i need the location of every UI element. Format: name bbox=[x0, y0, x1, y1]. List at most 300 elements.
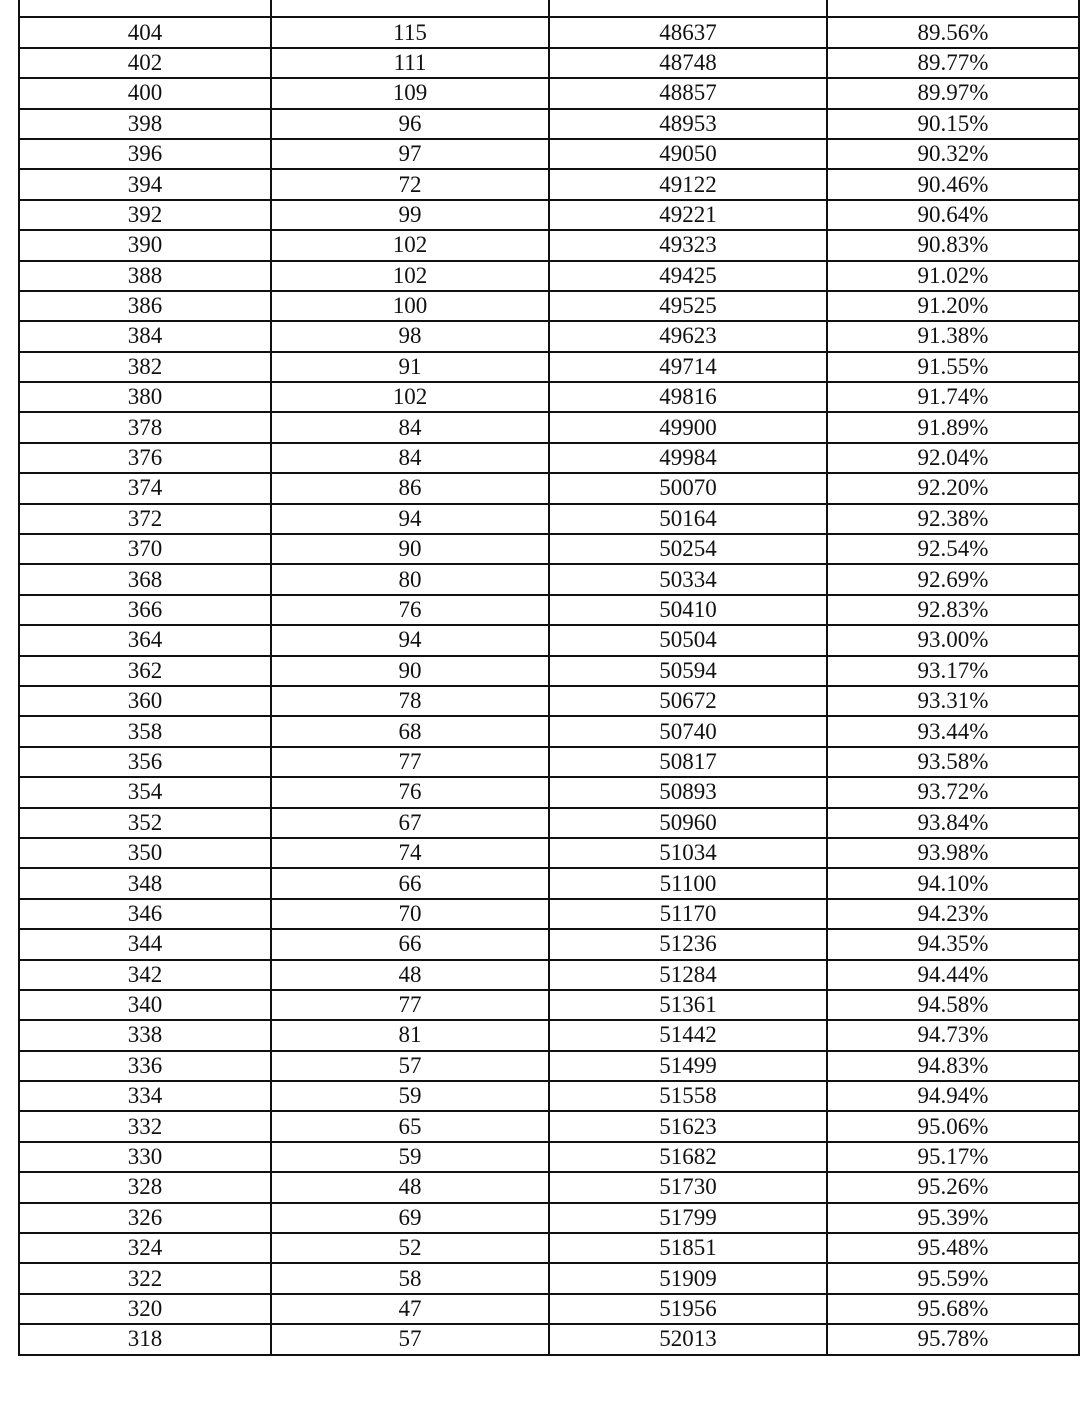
table-row bbox=[19, 1142, 1079, 1172]
table-row bbox=[19, 473, 1079, 503]
cell-text: 93.44% bbox=[917, 718, 989, 744]
cell-text: 66 bbox=[398, 931, 422, 957]
cumulative-count-cell bbox=[549, 139, 827, 169]
count-cell bbox=[271, 564, 549, 594]
cumulative-count-cell bbox=[549, 686, 827, 716]
cell-text: 360 bbox=[127, 688, 163, 714]
cell-text: 91.55% bbox=[917, 353, 989, 379]
cell-text: 89.77% bbox=[917, 49, 989, 75]
cumulative-percent-cell bbox=[827, 1263, 1079, 1293]
count-cell bbox=[271, 109, 549, 139]
count-cell bbox=[271, 504, 549, 534]
cell-text: 342 bbox=[127, 961, 163, 987]
score-cell bbox=[19, 716, 271, 746]
cumulative-percent-cell bbox=[827, 564, 1079, 594]
cell-text: 50893 bbox=[659, 779, 717, 805]
cell-text: 382 bbox=[127, 353, 163, 379]
cumulative-percent-cell bbox=[827, 412, 1079, 442]
cell-text: 348 bbox=[127, 870, 163, 896]
table-row bbox=[19, 1233, 1079, 1263]
table-row bbox=[19, 443, 1079, 473]
cell-text: 50594 bbox=[659, 657, 717, 683]
table-row bbox=[19, 716, 1079, 746]
cumulative-count-cell bbox=[549, 109, 827, 139]
cell-text: 340 bbox=[127, 992, 163, 1018]
cell-text: 402 bbox=[127, 49, 163, 75]
cell-text: 50070 bbox=[659, 475, 717, 501]
cell-text: 99 bbox=[398, 201, 422, 227]
cumulative-count-cell bbox=[549, 412, 827, 442]
cumulative-count-cell bbox=[549, 169, 827, 199]
cell-text: 332 bbox=[127, 1113, 163, 1139]
cell-text: 49122 bbox=[659, 171, 717, 197]
cumulative-count-cell bbox=[549, 1020, 827, 1050]
count-cell bbox=[271, 686, 549, 716]
score-cell bbox=[19, 686, 271, 716]
cell-text: 380 bbox=[127, 384, 163, 410]
cell-text: 95.59% bbox=[917, 1265, 989, 1291]
cell-text: 50740 bbox=[659, 718, 717, 744]
count-cell bbox=[271, 777, 549, 807]
score-cell bbox=[19, 929, 271, 959]
cell-text: 92.38% bbox=[917, 505, 989, 531]
cumulative-percent-cell bbox=[827, 504, 1079, 534]
cumulative-percent-cell bbox=[827, 1233, 1079, 1263]
table-row bbox=[19, 808, 1079, 838]
count-cell bbox=[271, 139, 549, 169]
cell-text: 326 bbox=[127, 1204, 163, 1230]
cell-text: 318 bbox=[127, 1326, 163, 1352]
cumulative-count-cell bbox=[549, 716, 827, 746]
count-cell bbox=[271, 716, 549, 746]
score-cell bbox=[19, 291, 271, 321]
cumulative-percent-cell bbox=[827, 899, 1079, 929]
cell-text: 97 bbox=[398, 141, 422, 167]
cell-text: 76 bbox=[398, 779, 422, 805]
cell-text: 94.94% bbox=[917, 1083, 989, 1109]
cell-text: 364 bbox=[127, 627, 163, 653]
cell-text: 48748 bbox=[659, 49, 717, 75]
cell-text: 330 bbox=[127, 1144, 163, 1170]
count-cell bbox=[271, 960, 549, 990]
cell-text: 52013 bbox=[659, 1326, 717, 1352]
score-cell bbox=[19, 139, 271, 169]
table-row bbox=[19, 1263, 1079, 1293]
cumulative-percent-cell bbox=[827, 1111, 1079, 1141]
cell-text: 57 bbox=[398, 1326, 422, 1352]
table-row bbox=[19, 17, 1079, 47]
count-cell bbox=[271, 1324, 549, 1354]
cumulative-percent-cell bbox=[827, 1172, 1079, 1202]
cell-text: 66 bbox=[398, 870, 422, 896]
cell-text: 344 bbox=[127, 931, 163, 957]
score-cell bbox=[19, 656, 271, 686]
table-row bbox=[19, 169, 1079, 199]
score-cell bbox=[19, 48, 271, 78]
cell-text: 50960 bbox=[659, 809, 717, 835]
cumulative-count-cell bbox=[549, 1081, 827, 1111]
cumulative-percent-cell bbox=[827, 0, 1079, 17]
table-row bbox=[19, 1020, 1079, 1050]
count-cell bbox=[271, 1294, 549, 1324]
cell-text: 51799 bbox=[659, 1204, 717, 1230]
score-cell bbox=[19, 382, 271, 412]
score-cell bbox=[19, 808, 271, 838]
cumulative-count-cell bbox=[549, 382, 827, 412]
cell-text: 50334 bbox=[659, 566, 717, 592]
score-cell bbox=[19, 564, 271, 594]
cumulative-percent-cell bbox=[827, 352, 1079, 382]
cell-text: 49714 bbox=[659, 353, 717, 379]
count-cell bbox=[271, 78, 549, 108]
score-cell bbox=[19, 1051, 271, 1081]
cumulative-percent-cell bbox=[827, 716, 1079, 746]
cell-text: 366 bbox=[127, 597, 163, 622]
cumulative-count-cell bbox=[549, 1324, 827, 1354]
table-row bbox=[19, 1172, 1079, 1202]
cumulative-percent-cell bbox=[827, 109, 1079, 139]
score-cell bbox=[19, 899, 271, 929]
cell-text: 70 bbox=[398, 900, 422, 926]
cumulative-percent-cell bbox=[827, 1294, 1079, 1324]
cumulative-percent-cell bbox=[827, 777, 1079, 807]
cumulative-count-cell bbox=[549, 1233, 827, 1263]
cell-text: 386 bbox=[127, 293, 163, 319]
score-cell bbox=[19, 1111, 271, 1141]
cell-text: 102 bbox=[392, 232, 428, 258]
cell-text: 51236 bbox=[659, 931, 717, 957]
cumulative-count-cell bbox=[549, 291, 827, 321]
cumulative-count-cell bbox=[549, 504, 827, 534]
count-cell bbox=[271, 1172, 549, 1202]
cell-text: 352 bbox=[127, 809, 163, 835]
count-cell bbox=[271, 1233, 549, 1263]
cell-text: 372 bbox=[127, 505, 163, 531]
cumulative-count-cell bbox=[549, 656, 827, 686]
table-row bbox=[19, 139, 1079, 169]
cell-text: 51170 bbox=[659, 900, 717, 926]
cell-text: 51730 bbox=[659, 1174, 717, 1200]
cumulative-percent-cell bbox=[827, 1324, 1079, 1354]
table-row bbox=[19, 990, 1079, 1020]
table-body bbox=[19, 0, 1079, 1355]
score-cell bbox=[19, 1324, 271, 1354]
cell-text: 378 bbox=[127, 414, 163, 440]
cell-text: 48 bbox=[398, 961, 422, 987]
cell-text: 76 bbox=[398, 597, 422, 622]
cell-text: 102 bbox=[392, 262, 428, 288]
table-row bbox=[19, 78, 1079, 108]
count-cell bbox=[271, 899, 549, 929]
cumulative-count-cell bbox=[549, 838, 827, 868]
cell-text: 51361 bbox=[659, 992, 717, 1018]
score-cell bbox=[19, 1203, 271, 1233]
cell-text: 102 bbox=[392, 384, 428, 410]
cell-text: 358 bbox=[127, 718, 163, 744]
cell-text: 49816 bbox=[659, 384, 717, 410]
score-cell bbox=[19, 352, 271, 382]
cumulative-percent-cell bbox=[827, 48, 1079, 78]
score-table-container bbox=[18, 0, 1078, 1356]
table-row bbox=[19, 777, 1079, 807]
cell-text: 95.68% bbox=[917, 1295, 989, 1321]
cell-text: 94 bbox=[398, 505, 422, 531]
cumulative-count-cell bbox=[549, 808, 827, 838]
cell-text: 58 bbox=[398, 1265, 422, 1291]
score-cell bbox=[19, 109, 271, 139]
cell-text: 90.15% bbox=[917, 110, 989, 136]
cell-text: 51851 bbox=[659, 1235, 717, 1261]
score-cell bbox=[19, 169, 271, 199]
cell-text: 111 bbox=[393, 49, 427, 75]
cell-text: 92.69% bbox=[917, 566, 989, 592]
score-cell bbox=[19, 1020, 271, 1050]
cumulative-count-cell bbox=[549, 200, 827, 230]
cell-text: 50817 bbox=[659, 748, 717, 774]
cell-text: 51956 bbox=[659, 1295, 717, 1321]
cell-text: 115 bbox=[393, 19, 427, 45]
cumulative-count-cell bbox=[549, 17, 827, 47]
count-cell bbox=[271, 1142, 549, 1172]
count-cell bbox=[271, 656, 549, 686]
cell-text: 74 bbox=[398, 840, 422, 866]
cumulative-count-cell bbox=[549, 868, 827, 898]
cell-text: 49984 bbox=[659, 445, 717, 471]
cell-text: 95.39% bbox=[917, 1204, 989, 1230]
score-cell bbox=[19, 473, 271, 503]
cell-text: 90.46% bbox=[917, 171, 989, 197]
cell-text: 93.98% bbox=[917, 840, 989, 866]
count-cell bbox=[271, 473, 549, 503]
cell-text: 354 bbox=[127, 779, 163, 805]
cell-text: 388 bbox=[127, 262, 163, 288]
cell-text: 390 bbox=[127, 232, 163, 258]
cumulative-percent-cell bbox=[827, 169, 1079, 199]
score-cell bbox=[19, 990, 271, 1020]
table-row bbox=[19, 48, 1079, 78]
cell-text: 91.38% bbox=[917, 323, 989, 349]
count-cell bbox=[271, 929, 549, 959]
table-row bbox=[19, 1324, 1079, 1354]
cell-text: 92.04% bbox=[917, 445, 989, 471]
cell-text: 77 bbox=[398, 748, 422, 774]
cumulative-percent-cell bbox=[827, 990, 1079, 1020]
cumulative-percent-cell bbox=[827, 261, 1079, 291]
cell-text: 394 bbox=[127, 171, 163, 197]
cumulative-count-cell bbox=[549, 625, 827, 655]
cell-text: 400 bbox=[127, 80, 163, 106]
cell-text: 398 bbox=[127, 110, 163, 136]
table-row bbox=[19, 382, 1079, 412]
cell-text: 322 bbox=[127, 1265, 163, 1291]
cell-text: 93.00% bbox=[917, 627, 989, 653]
cell-text: 392 bbox=[127, 201, 163, 227]
cell-text: 81 bbox=[398, 1022, 422, 1048]
table-row bbox=[19, 291, 1079, 321]
cell-text: 49050 bbox=[659, 141, 717, 167]
cell-text: 51100 bbox=[659, 870, 717, 896]
cell-text: 91.20% bbox=[917, 293, 989, 319]
cell-text: 334 bbox=[127, 1083, 163, 1109]
cell-text: 48953 bbox=[659, 110, 717, 136]
score-cell bbox=[19, 443, 271, 473]
score-cell bbox=[19, 777, 271, 807]
table-row bbox=[19, 1081, 1079, 1111]
cell-text: 84 bbox=[398, 445, 422, 471]
cell-text: 50504 bbox=[659, 627, 717, 653]
cell-text: 51909 bbox=[659, 1265, 717, 1291]
cell-text: 69 bbox=[398, 1204, 422, 1230]
cell-text: 51034 bbox=[659, 840, 717, 866]
score-cell bbox=[19, 0, 271, 17]
table-row bbox=[19, 1294, 1079, 1324]
cumulative-percent-cell bbox=[827, 625, 1079, 655]
table-row bbox=[19, 534, 1079, 564]
cell-text: 95.17% bbox=[917, 1144, 989, 1170]
cumulative-percent-cell bbox=[827, 17, 1079, 47]
score-cell bbox=[19, 868, 271, 898]
cell-text: 100 bbox=[392, 293, 428, 319]
cell-text: 91.74% bbox=[917, 384, 989, 410]
table-row bbox=[19, 230, 1079, 260]
score-cell bbox=[19, 321, 271, 351]
cumulative-percent-cell bbox=[827, 747, 1079, 777]
cell-text: 92.83% bbox=[917, 597, 989, 622]
cell-text: 91.89% bbox=[917, 414, 989, 440]
cumulative-count-cell bbox=[549, 1263, 827, 1293]
cumulative-percent-cell bbox=[827, 686, 1079, 716]
score-cell bbox=[19, 1294, 271, 1324]
table-row bbox=[19, 1051, 1079, 1081]
cumulative-percent-cell bbox=[827, 1203, 1079, 1233]
score-cell bbox=[19, 625, 271, 655]
count-cell bbox=[271, 838, 549, 868]
count-cell bbox=[271, 1203, 549, 1233]
cell-text: 92.54% bbox=[917, 536, 989, 562]
cumulative-percent-cell bbox=[827, 838, 1079, 868]
count-cell bbox=[271, 17, 549, 47]
cell-text: 370 bbox=[127, 536, 163, 562]
score-cell bbox=[19, 230, 271, 260]
cell-text: 94.58% bbox=[917, 992, 989, 1018]
cumulative-percent-cell bbox=[827, 929, 1079, 959]
count-cell bbox=[271, 0, 549, 17]
cumulative-count-cell bbox=[549, 777, 827, 807]
count-cell bbox=[271, 48, 549, 78]
cell-text: 50164 bbox=[659, 505, 717, 531]
count-cell bbox=[271, 230, 549, 260]
score-cell bbox=[19, 1142, 271, 1172]
cell-text: 89.56% bbox=[917, 19, 989, 45]
count-cell bbox=[271, 200, 549, 230]
cell-text: 49323 bbox=[659, 232, 717, 258]
table-row bbox=[19, 960, 1079, 990]
count-cell bbox=[271, 382, 549, 412]
cell-text: 49425 bbox=[659, 262, 717, 288]
table-row bbox=[19, 1203, 1079, 1233]
table-row bbox=[19, 109, 1079, 139]
cell-text: 396 bbox=[127, 141, 163, 167]
table-row bbox=[19, 321, 1079, 351]
cumulative-percent-cell bbox=[827, 1020, 1079, 1050]
cumulative-count-cell bbox=[549, 261, 827, 291]
cell-text: 94.44% bbox=[917, 961, 989, 987]
cumulative-percent-cell bbox=[827, 230, 1079, 260]
cell-text: 72 bbox=[398, 171, 422, 197]
score-cell bbox=[19, 412, 271, 442]
table-row bbox=[19, 261, 1079, 291]
cell-text: 50254 bbox=[659, 536, 717, 562]
cumulative-percent-cell bbox=[827, 1142, 1079, 1172]
cell-text: 368 bbox=[127, 566, 163, 592]
count-cell bbox=[271, 169, 549, 199]
cell-text: 374 bbox=[127, 475, 163, 501]
table-row bbox=[19, 1111, 1079, 1141]
cell-text: 52 bbox=[398, 1235, 422, 1261]
cell-text: 90.64% bbox=[917, 201, 989, 227]
cell-text: 77 bbox=[398, 992, 422, 1018]
cell-text: 49525 bbox=[659, 293, 717, 319]
cell-text: 48 bbox=[398, 1174, 422, 1200]
cumulative-count-cell bbox=[549, 1203, 827, 1233]
cell-text: 50410 bbox=[659, 597, 717, 622]
cumulative-count-cell bbox=[549, 1142, 827, 1172]
cell-text: 47 bbox=[398, 1295, 422, 1321]
score-cell bbox=[19, 1263, 271, 1293]
count-cell bbox=[271, 808, 549, 838]
cumulative-count-cell bbox=[549, 230, 827, 260]
score-distribution-table bbox=[18, 0, 1080, 1356]
cell-text: 94.23% bbox=[917, 900, 989, 926]
cell-text: 350 bbox=[127, 840, 163, 866]
count-cell bbox=[271, 990, 549, 1020]
count-cell bbox=[271, 261, 549, 291]
cell-text: 51682 bbox=[659, 1144, 717, 1170]
cell-text: 320 bbox=[127, 1295, 163, 1321]
cell-text: 80 bbox=[398, 566, 422, 592]
table-row bbox=[19, 595, 1079, 625]
table-row bbox=[19, 747, 1079, 777]
table-row bbox=[19, 0, 1079, 17]
cell-text: 336 bbox=[127, 1052, 163, 1078]
table-row bbox=[19, 412, 1079, 442]
cell-text: 93.31% bbox=[917, 688, 989, 714]
cumulative-percent-cell bbox=[827, 382, 1079, 412]
cell-text: 324 bbox=[127, 1235, 163, 1261]
cell-text: 94.83% bbox=[917, 1052, 989, 1078]
count-cell bbox=[271, 1051, 549, 1081]
cell-text: 48637 bbox=[659, 19, 717, 45]
cell-text: 356 bbox=[127, 748, 163, 774]
cumulative-percent-cell bbox=[827, 443, 1079, 473]
cell-text: 49900 bbox=[659, 414, 717, 440]
cumulative-percent-cell bbox=[827, 200, 1079, 230]
cell-text: 91.02% bbox=[917, 262, 989, 288]
score-cell bbox=[19, 17, 271, 47]
cell-text: 93.58% bbox=[917, 748, 989, 774]
cell-text: 93.84% bbox=[917, 809, 989, 835]
score-cell bbox=[19, 960, 271, 990]
cumulative-count-cell bbox=[549, 747, 827, 777]
cumulative-percent-cell bbox=[827, 291, 1079, 321]
count-cell bbox=[271, 747, 549, 777]
cell-text: 86 bbox=[398, 475, 422, 501]
cell-text: 95.06% bbox=[917, 1113, 989, 1139]
cell-text: 59 bbox=[398, 1083, 422, 1109]
score-cell bbox=[19, 838, 271, 868]
cumulative-percent-cell bbox=[827, 960, 1079, 990]
cumulative-count-cell bbox=[549, 78, 827, 108]
